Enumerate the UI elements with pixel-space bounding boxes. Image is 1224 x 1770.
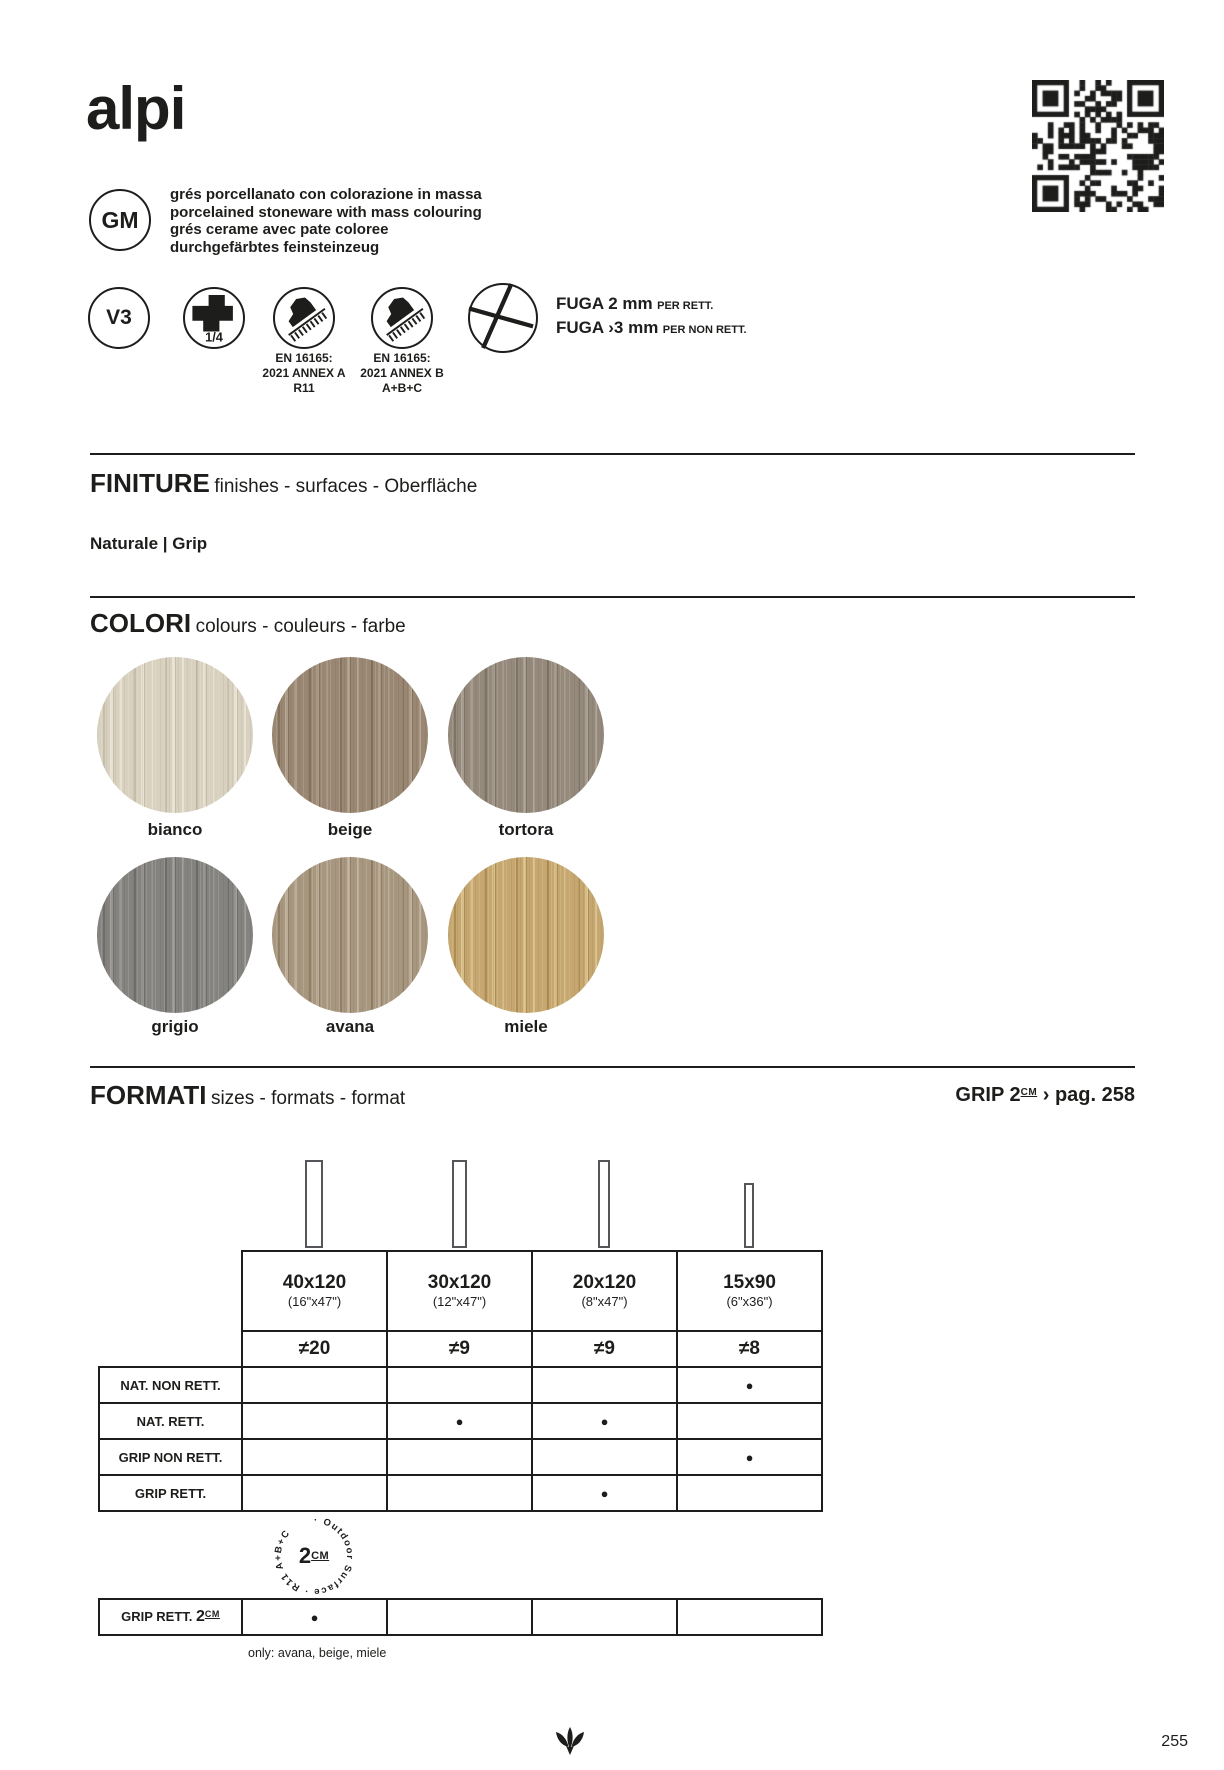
slip-b-line3: A+B+C [381,381,422,395]
thickness-cell: ≠20 [242,1331,387,1367]
swatch-label: tortora [498,820,554,839]
availability-note: only: avana, beige, miele [248,1646,387,1660]
size-inches: (6"x36") [726,1294,773,1309]
slip-a-line1: EN 16165: [275,351,333,365]
shoe-hatch-icon [374,290,430,346]
stamp-2cm-logo [268,1510,360,1602]
thickness-cell: ≠9 [532,1331,677,1367]
availability-cell [677,1599,822,1635]
qr-code [1032,80,1164,212]
availability-cell: ● [677,1367,822,1403]
formati-subtitle: sizes - formats - format [210,1088,406,1109]
page-title: alpi [86,75,186,142]
row-label: NAT. NON RETT. [99,1367,242,1403]
availability-cell: ● [242,1599,387,1635]
description-line: porcelained stoneware with mass colouring [170,203,482,221]
availability-cell [387,1439,532,1475]
availability-cell [532,1367,677,1403]
availability-cell [677,1475,822,1511]
colori-title: COLORI [90,608,192,638]
finiture-value: Naturale | Grip [90,534,208,553]
size-label: 30x120 [427,1272,492,1293]
fuga-small: PER RETT. [657,300,714,312]
slip-a-line3: R11 [293,381,315,395]
tile-shape-15x90 [744,1183,754,1248]
table-row [99,1367,822,1403]
grip-link-page: pag. 258 [1054,1084,1135,1106]
chevron-right-icon: › [1037,1084,1055,1106]
slip-b-line1: EN 16165: [373,351,431,365]
description-line: grés porcellanato con colorazione in massa [170,186,482,203]
material-description [170,186,482,256]
divider [90,596,1135,598]
size-label: 15x90 [723,1272,776,1293]
swatch-label: bianco [147,820,203,839]
table-row [99,1599,822,1635]
size-inches: (16"x47") [287,1294,342,1309]
stamp-cm: CM [311,1550,330,1562]
thickness-cell: ≠8 [677,1331,822,1367]
size-inches: (12"x47") [432,1294,487,1309]
availability-cell: ● [677,1439,822,1475]
availability-cell [242,1439,387,1475]
grip2cm-2: 2 [195,1608,205,1625]
material-code: GM [101,206,139,233]
grip-link-label: GRIP [955,1084,1010,1106]
availability-cell: ● [387,1403,532,1439]
size-cell [387,1251,532,1331]
row-label-grip-2cm [99,1599,242,1635]
page-number: 255 [1161,1733,1188,1750]
sizes-table [98,1250,823,1512]
availability-cell [677,1403,822,1439]
size-cell [242,1251,387,1331]
row-label: NAT. RETT. [99,1403,242,1439]
grip2cm-cm: CM [204,1609,220,1619]
availability-cell: ● [532,1403,677,1439]
size-label: 40x120 [282,1272,347,1293]
slip-b-line2: 2021 ANNEX B [360,366,444,380]
fuga-line [556,293,747,317]
size-cell [677,1251,822,1331]
slip-b-label [340,351,464,396]
shoe-hatch-icon [276,290,332,346]
qr-code-canvas [1032,80,1164,212]
table-row [99,1403,822,1439]
joint-width-icon [468,283,538,353]
formati-heading [90,1080,405,1111]
availability-cell [387,1599,532,1635]
availability-cell [242,1367,387,1403]
availability-cell [532,1439,677,1475]
fuga-line [556,317,747,341]
table-row [99,1475,822,1511]
availability-cell [387,1475,532,1511]
color-swatch-grigio [97,857,253,1013]
joint-width-text [556,293,747,341]
thickness-cell: ≠9 [387,1331,532,1367]
color-swatch-miele [448,857,604,1013]
swatch-label: grigio [151,1017,199,1036]
grip-2cm-page-link[interactable] [955,1084,1135,1107]
grip-link-cm: CM [1020,1087,1038,1098]
availability-cell [532,1599,677,1635]
size-inches: (8"x47") [581,1294,628,1309]
size-cell [532,1251,677,1331]
color-swatch-avana [272,857,428,1013]
size-label: 20x120 [572,1272,637,1293]
fuga-main: FUGA 2 mm [556,294,653,313]
stamp-2: 2 [298,1543,312,1568]
brand-leaf-logo [553,1726,587,1761]
row-label: GRIP NON RETT. [99,1439,242,1475]
colori-subtitle: colours - couleurs - farbe [195,616,406,637]
offset-shape-icon [187,291,241,345]
grip-link-2: 2 [1009,1084,1021,1106]
color-swatch-bianco [97,657,253,813]
swatch-label: beige [327,820,373,839]
availability-cell: ● [532,1475,677,1511]
fuga-small: PER NON RETT. [662,324,747,336]
description-line: durchgefärbtes feinsteinzeug [170,238,380,256]
color-swatch-beige [272,657,428,813]
availability-cell [387,1367,532,1403]
colori-heading [90,608,406,639]
availability-cell [242,1475,387,1511]
grip-2cm-table [98,1598,823,1636]
table-row [99,1439,822,1475]
finiture-title: FINITURE [90,468,210,498]
tile-shape-30x120 [452,1160,467,1248]
divider [90,1066,1135,1068]
description-line: grés cerame avec pate coloree [170,221,389,238]
row-label: GRIP RETT. [99,1475,242,1511]
table-row-sizes [99,1251,822,1331]
slip-resistance-icon-a [273,287,335,349]
offset-label: 1/4 [205,329,223,345]
color-swatch-tortora [448,657,604,813]
material-code-badge [89,189,151,251]
tile-shape-20x120 [598,1160,610,1248]
availability-cell [242,1403,387,1439]
finiture-subtitle: finishes - surfaces - Oberfläche [214,476,478,497]
slip-a-line2: 2021 ANNEX A [262,366,346,380]
table-row-thickness [99,1331,822,1367]
swatch-label: avana [325,1017,375,1036]
slip-resistance-icon-b [371,287,433,349]
tile-shape-40x120 [305,1160,323,1248]
shade-variation-badge [88,287,150,349]
shade-variation-label: V3 [106,306,132,329]
grip2cm-label: GRIP RETT. [121,1609,196,1624]
stamp-around-text: · Outdoor Surface · R11 A+B+C [272,1514,356,1598]
swatch-label: miele [504,1017,548,1036]
crossed-tiles-icon [468,283,534,349]
offset-pattern-icon [183,287,245,349]
fuga-main: FUGA ›3 mm [556,318,659,337]
leaf-icon [553,1726,587,1756]
finiture-heading [90,468,477,499]
divider [90,453,1135,455]
formati-title: FORMATI [90,1080,207,1110]
